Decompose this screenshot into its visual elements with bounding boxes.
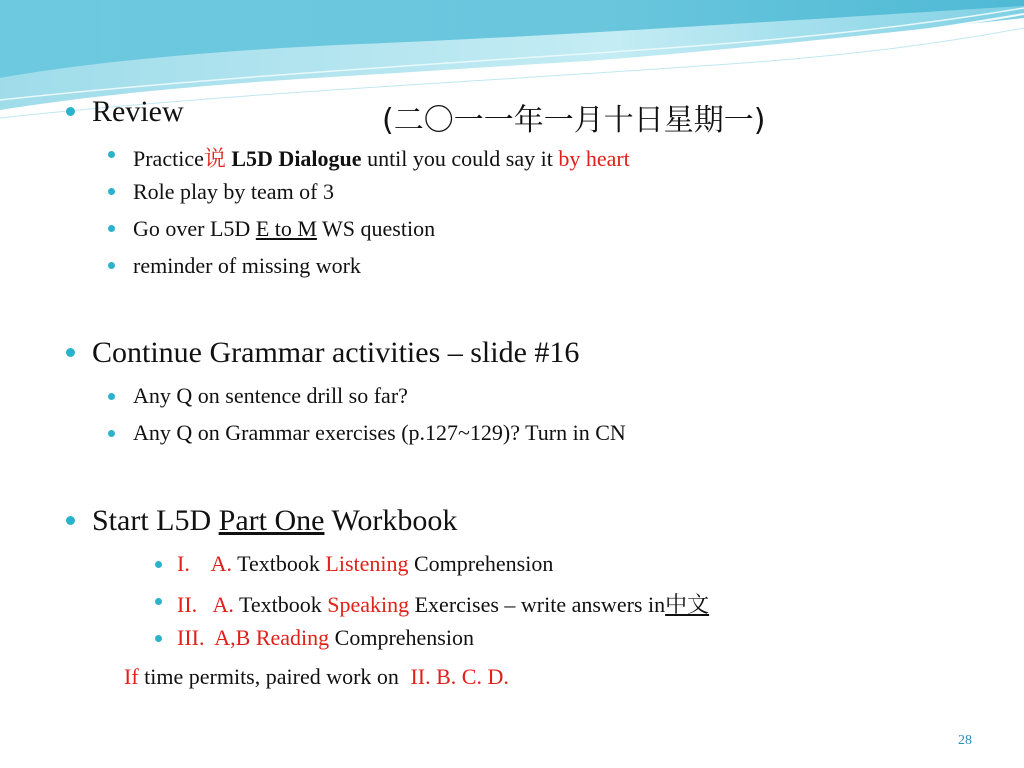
review-heading xyxy=(92,95,766,138)
bullet-icon xyxy=(66,516,75,525)
bullet-icon xyxy=(66,348,75,357)
item-i-comprehension: Comprehension xyxy=(414,551,554,576)
practice-item xyxy=(133,142,630,173)
grammar-q1: Any Q on sentence drill so far? xyxy=(133,383,408,408)
role-play-item: Role play by team of 3 xyxy=(133,179,335,204)
ws-question-text: WS question xyxy=(322,216,436,241)
bullet-icon xyxy=(155,598,162,605)
practice-text: until you could say it xyxy=(367,146,553,171)
review-label: Review xyxy=(92,95,184,128)
by-heart-text: by heart xyxy=(558,146,630,171)
item-ii-speaking: Speaking xyxy=(327,592,410,617)
if-word: If xyxy=(124,664,139,689)
item-i-label: I. A. xyxy=(177,551,232,576)
item-ii-exercises: Exercises – write answers in xyxy=(414,592,666,617)
practice-word: Practice xyxy=(133,146,204,171)
bullet-icon xyxy=(155,561,162,568)
chinese-link[interactable]: 中文 xyxy=(665,593,710,618)
item-iii-label: III. A,B Reading xyxy=(177,625,330,650)
workbook-pre: Start L5D xyxy=(92,504,212,537)
item-iii-comprehension: Comprehension xyxy=(334,625,474,650)
workbook-item-iii xyxy=(177,625,474,651)
if-text: time permits, paired work on xyxy=(144,664,399,689)
bullet-icon xyxy=(155,635,162,642)
if-items: II. B. C. D. xyxy=(410,664,509,689)
bullet-icon xyxy=(108,188,115,195)
bullet-icon xyxy=(108,151,115,158)
item-ii-textbook: Textbook xyxy=(238,592,322,617)
page-number: 28 xyxy=(958,733,972,748)
if-time-note xyxy=(124,664,509,690)
grammar-q2: Any Q on Grammar exercises (p.127~129)? Turn in CN xyxy=(133,420,626,445)
bullet-icon xyxy=(108,430,115,437)
reminder-item: reminder of missing work xyxy=(133,253,361,278)
workbook-item-i xyxy=(177,551,553,577)
part-one-link[interactable]: Part One xyxy=(218,504,325,537)
review-date: (二〇一一年一月十日星期一) xyxy=(382,103,766,138)
grammar-heading: Continue Grammar activities – slide #16 xyxy=(92,336,580,369)
workbook-item-ii xyxy=(177,588,709,619)
practice-char: 说 xyxy=(203,147,226,172)
workbook-heading xyxy=(92,504,457,538)
bullet-icon xyxy=(108,225,115,232)
bullet-icon xyxy=(66,107,75,116)
item-ii-label: II. A. xyxy=(177,592,234,617)
item-i-listening: Listening xyxy=(325,551,409,576)
workbook-word: Workbook xyxy=(331,504,458,537)
bullet-icon xyxy=(108,262,115,269)
dialogue-title: L5D Dialogue xyxy=(231,146,362,171)
go-over-item xyxy=(133,216,435,242)
item-i-textbook: Textbook xyxy=(237,551,320,576)
e-to-m-link[interactable]: E to M xyxy=(255,216,317,241)
go-over-text: Go over L5D xyxy=(133,216,251,241)
bullet-icon xyxy=(108,393,115,400)
